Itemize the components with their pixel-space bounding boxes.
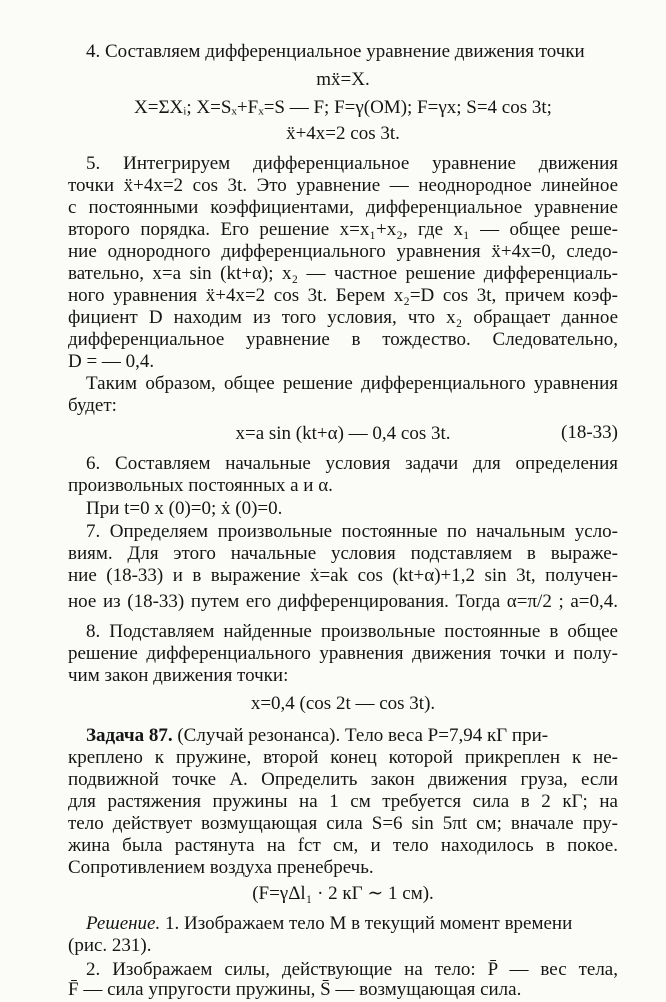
text-line: дифференциальное уравнение в тождество. Следовательно, xyxy=(68,329,618,350)
solution-line xyxy=(86,912,618,936)
text-line: Таким образом, общее решение дифференциального уравнения xyxy=(86,373,618,394)
text-line: вательно, x=a sin (kt+α); x₂ — частное решение дифференциаль- xyxy=(68,263,618,284)
text-line: тело действует возмущающая сила S=6 sin 5πt см; вначале пру- xyxy=(68,813,618,834)
problem-heading: Задача 87. xyxy=(86,725,173,746)
text-line: будет: xyxy=(68,395,117,416)
text-line: решение дифференциального уравнения движения точки и полу- xyxy=(68,643,618,664)
problem-line xyxy=(86,724,618,748)
equation: (F=γΔl₁ · 2 кГ ∼ 1 см). xyxy=(252,883,434,904)
text-line: с постоянными коэффициентами, дифференциальное уравнение xyxy=(68,197,618,218)
text-line: ние однородного дифференциального уравнения ẍ+4x=0, следо- xyxy=(68,241,618,262)
text-line: При t=0 x (0)=0; ẋ (0)=0. xyxy=(86,498,283,519)
text-line: второго порядка. Его решение x=x₁+x₂, где x₁ — общее реше- xyxy=(68,219,618,240)
solution-text: 1. Изображаем тело M в текущий момент времени xyxy=(160,913,573,934)
text-line: произвольных постоянных a и α. xyxy=(68,475,333,496)
text-line: креплено к пружине, второй конец которой прикреплен к не- xyxy=(68,747,618,768)
text-line: ного уравнения ẍ+4x=2 cos 3t. Берем x₂=D cos 3t, причем коэф- xyxy=(68,285,618,306)
equation: mẍ=X. xyxy=(316,69,370,90)
text-line: D = — 0,4. xyxy=(68,351,155,372)
text-line: жина была растянута на fст см, и тело находилось в покое. xyxy=(68,835,618,856)
problem-text: (Случай резонанса). Тело веса P=7,94 кГ при- xyxy=(172,725,549,746)
text-line: F̄ — сила упругости пружины, S̄ — возмущающая сила. xyxy=(68,979,522,1000)
text-line: 6. Составляем начальные условия задачи для определения xyxy=(86,453,618,474)
text-line: 4. Составляем дифференциальное уравнение движения точки xyxy=(86,41,585,62)
text-line: виям. Для этого начальные условия подставляем в выраже- xyxy=(68,543,618,564)
text-line: 2. Изображаем силы, действующие на тело: P̄ — вес тела, xyxy=(86,959,618,980)
equation: X=ΣXᵢ; X=Sₓ+Fₓ=S — F; F=γ(OM); F=γx; S=4 cos 3t; xyxy=(134,97,552,118)
text-line: 7. Определяем произвольные постоянные по начальным усло- xyxy=(86,521,618,542)
solution-label: Решение. xyxy=(86,913,161,934)
text-line: точки ẍ+4x=2 cos 3t. Это уравнение — неоднородное линейное xyxy=(68,175,618,196)
equation: ẍ+4x=2 cos 3t. xyxy=(286,123,400,144)
text-line: ное из (18-33) путем его дифференцирования. Тогда α=π/2 ; a=0,4. xyxy=(68,591,618,612)
equation-number: (18-33) xyxy=(561,422,618,443)
text-line: фициент D находим из того условия, что x₂ обращает данное xyxy=(68,307,618,328)
text-line: 5. Интегрируем дифференциальное уравнение движения xyxy=(86,153,618,174)
text-line: ние (18-33) и в выражение ẋ=ak cos (kt+α)+1,2 sin 3t, получен- xyxy=(68,565,618,586)
text-line: 8. Подставляем найденные произвольные постоянные в общее xyxy=(86,621,618,642)
text-line: для растяжения пружины на 1 см требуется сила в 2 кГ; на xyxy=(68,791,618,812)
text-line: (рис. 231). xyxy=(68,935,152,956)
text-line: Сопротивлением воздуха пренебречь. xyxy=(68,857,374,878)
equation: x=0,4 (cos 2t — cos 3t). xyxy=(250,693,436,714)
text-line: чим закон движения точки: xyxy=(68,665,289,686)
text-line: подвижной точке A. Определить закон движения груза, если xyxy=(68,769,618,790)
equation: x=a sin (kt+α) — 0,4 cos 3t. xyxy=(235,423,451,444)
